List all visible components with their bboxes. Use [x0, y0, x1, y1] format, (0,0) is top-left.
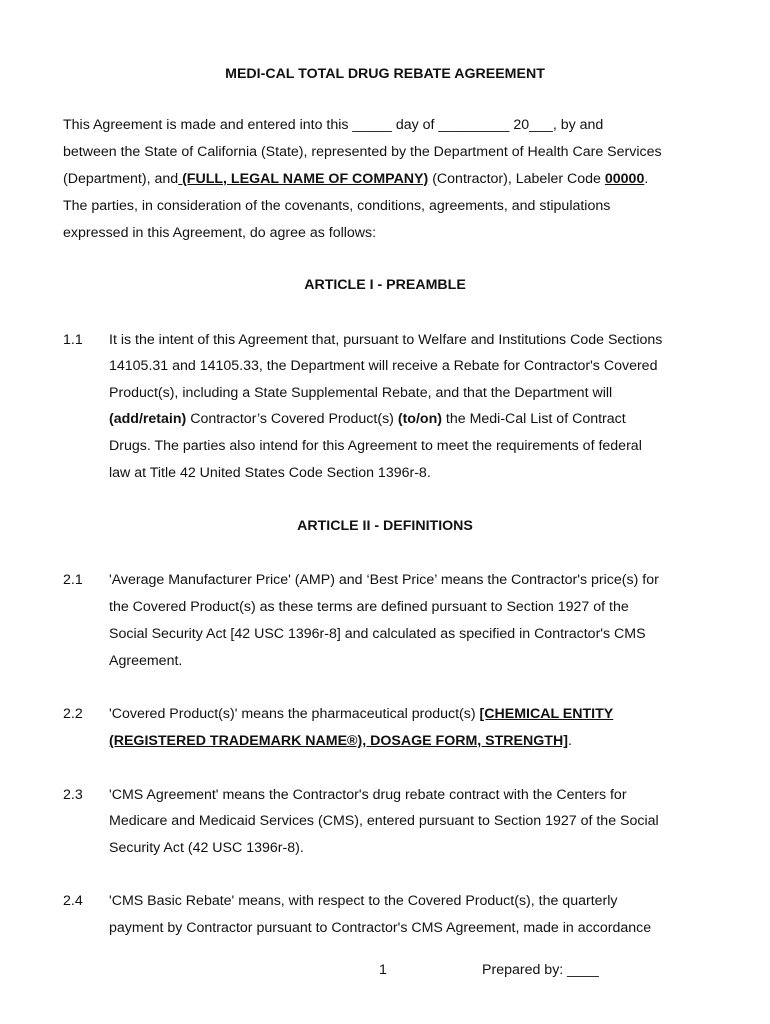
- intro-text: .: [644, 171, 649, 187]
- section-2-3-line-2: Medicare and Medicaid Services (CMS), entered pursuant to Section 1927 of the Social: [109, 813, 659, 829]
- section-text: the Medi-Cal List of Contract: [441, 411, 626, 427]
- intro-line-1: This Agreement is made and entered into this _____ day of _________ 20___, by and: [63, 117, 604, 133]
- section-number: 2.4: [63, 893, 83, 909]
- intro-line-5: expressed in this Agreement, do agree as follows:: [63, 225, 377, 241]
- company-name-placeholder: (FULL, LEGAL NAME OF COMPANY): [178, 171, 429, 187]
- section-2-3-line-3: Security Act (42 USC 1396r-8).: [109, 840, 304, 856]
- section-2-4-line-1: 'CMS Basic Rebate' means, with respect to the Covered Product(s), the quarterly: [109, 893, 618, 909]
- section-2-3-line-1: 'CMS Agreement' means the Contractor's drug rebate contract with the Centers for: [109, 787, 627, 803]
- section-1-1-line-4: [109, 411, 626, 428]
- page-number: 1: [379, 962, 387, 978]
- section-1-1-line-1: It is the intent of this Agreement that, pursuant to Welfare and Institutions Code Sections: [109, 332, 663, 348]
- intro-text: (Department), and: [63, 171, 179, 187]
- section-2-1-line-4: Agreement.: [109, 653, 183, 669]
- section-number: 2.3: [63, 787, 83, 803]
- section-2-1-line-2: the Covered Product(s) as these terms are defined pursuant to Section 1927 of the: [109, 599, 629, 615]
- section-text: Contractor’s Covered Product(s): [186, 411, 398, 427]
- intro-text: (Contractor), Labeler Code: [428, 171, 605, 187]
- section-text: 'Covered Product(s)' means the pharmaceutical product(s): [109, 706, 480, 722]
- section-text: .: [567, 733, 572, 749]
- section-1-1-line-3: Product(s), including a State Supplemental Rebate, and that the Department will: [109, 385, 613, 401]
- section-1-1-line-6: law at Title 42 United States Code Section 1396r-8.: [109, 465, 431, 481]
- product-placeholder: [CHEMICAL ENTITY: [479, 706, 614, 722]
- to-on-option: (to/on): [397, 411, 442, 427]
- article-2-heading: ARTICLE II - DEFINITIONS: [297, 518, 473, 534]
- prepared-by: Prepared by: ____: [482, 962, 599, 978]
- section-number: 2.2: [63, 706, 83, 722]
- intro-line-4: The parties, in consideration of the covenants, conditions, agreements, and stipulations: [63, 198, 611, 214]
- section-2-1-line-1: 'Average Manufacturer Price' (AMP) and ‘Best Price’ means the Contractor's price(s) for: [109, 572, 659, 588]
- labeler-code: 00000: [604, 171, 645, 187]
- section-2-4-line-2: payment by Contractor pursuant to Contractor's CMS Agreement, made in accordance: [109, 920, 652, 936]
- section-2-2-line-2: [109, 733, 572, 750]
- intro-line-2: between the State of California (State), represented by the Department of Health Care Services: [63, 144, 662, 160]
- add-retain-option: (add/retain): [109, 411, 187, 427]
- section-2-1-line-3: Social Security Act [42 USC 1396r-8] and calculated as specified in Contractor's CMS: [109, 626, 646, 642]
- document-title: MEDI-CAL TOTAL DRUG REBATE AGREEMENT: [225, 66, 545, 82]
- section-2-2-line-1: [109, 706, 613, 723]
- article-1-heading: ARTICLE I - PREAMBLE: [304, 277, 466, 293]
- section-1-1-line-2: 14105.31 and 14105.33, the Department will receive a Rebate for Contractor's Covered: [109, 358, 658, 374]
- section-number: 2.1: [63, 572, 83, 588]
- product-placeholder: (REGISTERED TRADEMARK NAME®), DOSAGE FORM, STRENGTH]: [109, 733, 568, 749]
- section-1-1-line-5: Drugs. The parties also intend for this Agreement to meet the requirements of federal: [109, 438, 642, 454]
- intro-line-3: [63, 171, 648, 188]
- section-number: 1.1: [63, 332, 83, 348]
